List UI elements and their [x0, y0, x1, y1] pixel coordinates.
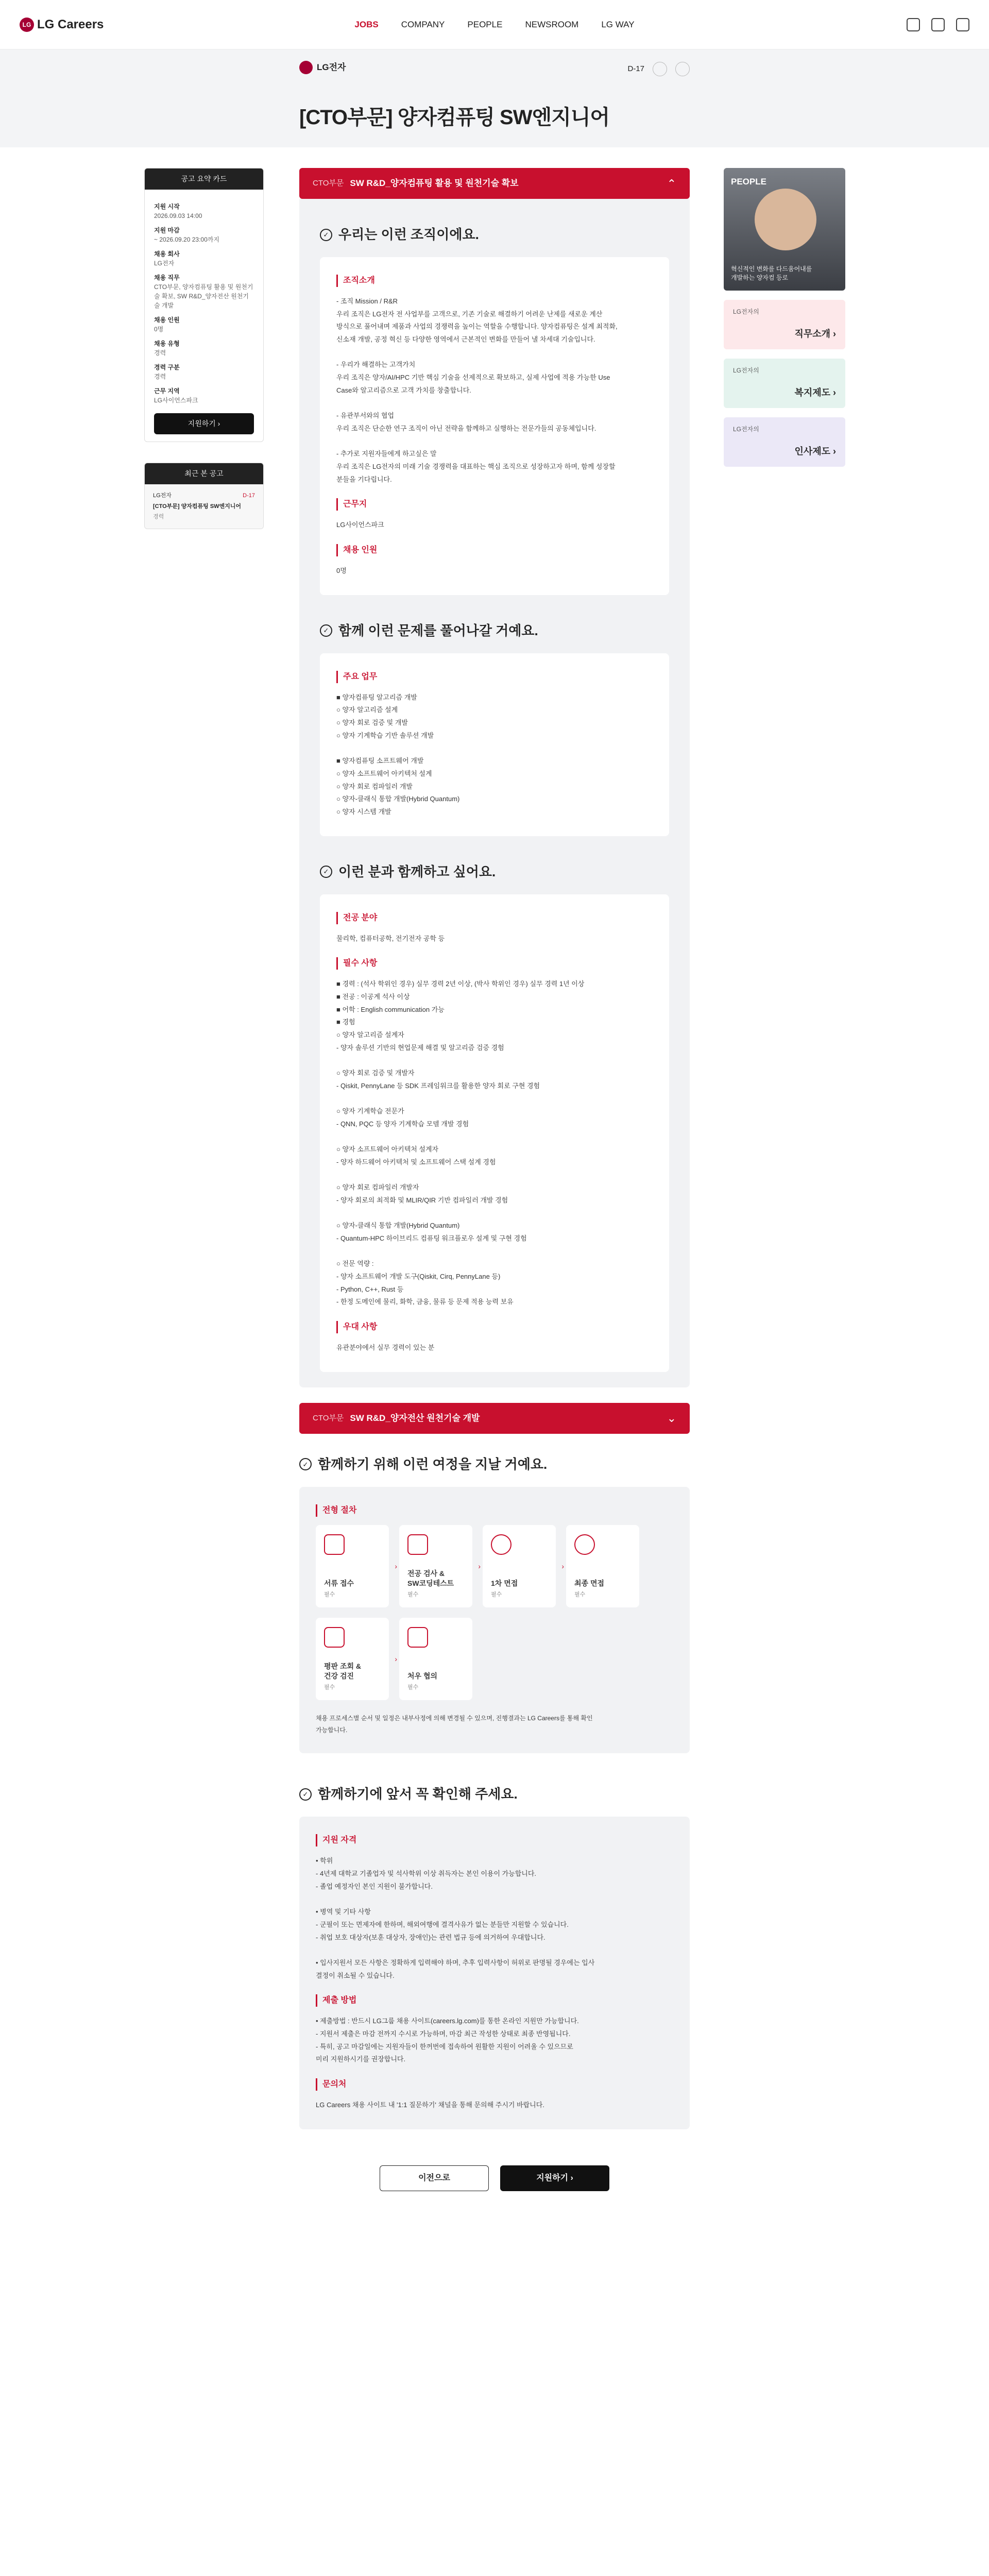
card-heading: 지원 자격 [316, 1834, 673, 1846]
process-step [483, 1525, 564, 1607]
help-icon[interactable] [931, 18, 945, 31]
card-heading: 우대 사항 [336, 1321, 653, 1333]
process-steps [316, 1525, 673, 1700]
apply-button[interactable]: 지원하기 › [154, 413, 254, 434]
section-title-process [299, 1454, 690, 1475]
star-icon[interactable] [675, 62, 690, 76]
nav-jobs[interactable]: JOBS [354, 19, 379, 29]
accordion-title: SW R&D_양자컴퓨팅 활용 및 원천기술 확보 [350, 178, 519, 189]
section-title-org [320, 225, 669, 245]
nav-lgway[interactable]: LG WAY [601, 19, 635, 29]
summary-value: 2026.09.03 14:00 [154, 212, 202, 219]
step-name: 1차 면접 [491, 1579, 518, 1587]
summary-key: 지원 시작 [154, 203, 180, 210]
nav-company[interactable]: COMPANY [401, 19, 445, 29]
section-title-text: 함께하기에 앞서 꼭 확인해 주세요. [318, 1786, 518, 1802]
card-body: ■ 경력 : (석사 학위인 경우) 실무 경력 2년 이상, (박사 학위인 경우) 실무 경력 1년 이상 ■ 전공 : 이공계 석사 이상 ■ 어학 : English communication 가능 ■ 경험 ○ 양자 알고리즘 설계자 - 양자 솔루션 기반의 현업문제 해결 및 알고리즘 검증 경험 ○ 양자 회로 검증 및 개발자 - Qiskit, PennyLane 등 SDK 프레임워크를 활용한 양자 회로 구현 경험 ○ 양자 기계학습 전문가 - QNN, PQC 등 양자 기계학습 모델 개발 경험 ○ 양자 소프트웨어 아키텍처 설계자 - 양자 하드웨어 아키텍처 및 소프트웨어 스택 설계 경험 ○ 양자 회로 컴파일러 개발자 - 양자 회로의 최적화 및 MLIR/QIR 기반 컴파일러 개발 경험 ○ 양자-클래식 통합 개발(Hybrid Quantum) - Quantum-HPC 하이브리드 컴퓨팅 워크플로우 설계 및 구현 경험 ○ 전문 역량 : - 양자 소프트웨어 개발 도구(Qiskit, Cirq, PennyLane 등) - Python, C++, Rust 등 - 한정 도메인에 물리, 화학, 금융, 물류 등 문제 적용 능력 보유 [336, 980, 585, 1306]
bottom-buttons [299, 2165, 690, 2191]
card-heading: 전공 분야 [336, 912, 653, 924]
card-heading: 주요 업무 [336, 671, 653, 683]
company-name: LG전자 [317, 62, 346, 73]
people-label: PEOPLE [731, 177, 766, 187]
card-heading: 채용 인원 [336, 544, 653, 556]
content-layout [0, 147, 989, 2576]
summary-value: CTO부문, 양자컴퓨팅 활용 및 원천기술 확보, SW R&D_양자전산 원천기술 개발 [154, 283, 253, 309]
job-accordion-header[interactable] [299, 168, 690, 199]
step-type: 필수 [324, 1591, 335, 1598]
card-heading: 필수 사항 [336, 957, 653, 970]
nav-people[interactable]: PEOPLE [467, 19, 503, 29]
bookmark-icon[interactable] [907, 18, 920, 31]
summary-key: 채용 회사 [154, 250, 180, 258]
chevron-down-icon: ⌄ [667, 1412, 676, 1425]
process-step [316, 1525, 397, 1607]
section-title-text: 함께하기 위해 이런 여정을 지날 거예요. [318, 1456, 548, 1472]
summary-value: 경력 [154, 373, 166, 380]
right-sidebar [724, 168, 845, 467]
step-type: 필수 [574, 1591, 586, 1598]
welfare-link[interactable] [724, 359, 845, 408]
card-body: LG Careers 채용 사이트 내 '1:1 질문하기' 채널을 통해 문의해 주시기 바랍니다. [316, 2101, 544, 2109]
main-menu [236, 18, 753, 31]
people-caption: 혁신적인 변화를 다드움어내를 개발하는 양자컴 등로 [731, 265, 812, 282]
summary-key: 채용 인원 [154, 316, 180, 324]
summary-key: 근무 지역 [154, 387, 180, 395]
chat-icon [491, 1534, 511, 1555]
process-step [399, 1618, 472, 1700]
section-title-qualifications [320, 862, 669, 882]
card-body: 물리학, 컴퓨터공학, 전기전자 공학 등 [336, 934, 445, 942]
check-circle-icon: ✓ [320, 229, 332, 241]
process-step [316, 1618, 397, 1700]
dday-badge: D-17 [627, 64, 644, 73]
hero-meta [627, 62, 690, 76]
check-circle-icon: ✓ [299, 1788, 312, 1801]
page-title: [CTO부문] 양자컴퓨팅 SW엔지니어 [299, 106, 610, 129]
print-icon[interactable] [653, 62, 667, 76]
summary-value: LG사이언스파크 [154, 397, 198, 404]
chevron-up-icon: ⌃ [667, 177, 676, 190]
step-name: 서류 접수 [324, 1579, 354, 1587]
lg-logo-icon [299, 61, 313, 74]
card-body: 0명 [336, 567, 347, 574]
summary-value: 경력 [154, 349, 166, 357]
recent-jobs [144, 463, 264, 529]
summary-list [145, 190, 263, 442]
summary-value: 0명 [154, 326, 164, 333]
step-type: 필수 [407, 1591, 419, 1598]
section-title-text: 우리는 이런 조직이에요. [338, 227, 479, 242]
step-name: 처우 협의 [407, 1671, 437, 1680]
left-sidebar [144, 168, 264, 529]
summary-card [144, 168, 264, 442]
section-title-notice [299, 1784, 690, 1804]
check-circle-icon: ✓ [299, 1458, 312, 1470]
hr-system-link[interactable] [724, 417, 845, 467]
job-accordion-panel [299, 199, 690, 1387]
recent-item[interactable] [145, 484, 263, 529]
link-sub: LG전자의 [733, 367, 759, 374]
lg-careers-logo[interactable] [20, 15, 236, 34]
card-heading: 문의처 [316, 2078, 673, 2091]
arrow-right-icon: › [561, 1562, 564, 1570]
section-title-text: 함께 이런 문제를 풀어나갈 거예요. [338, 622, 538, 638]
card-heading: 조직소개 [336, 275, 653, 287]
accordion-tag: CTO부문 [313, 178, 344, 188]
accordion-title: SW R&D_양자전산 원천기술 개발 [350, 1413, 480, 1423]
recent-job-type: 경력 [153, 514, 164, 520]
card-body: ■ 양자컴퓨팅 알고리즘 개발 ○ 양자 알고리즘 설계 ○ 양자 회로 검증 및 개발 ○ 양자 기계학습 기반 솔루션 개발 ■ 양자컴퓨팅 소프트웨어 개발 ○ 양자 소프트웨어 아키텍처 설계 ○ 양자 회로 컴파일러 개발 ○ 양자-클래식 통합 개발(Hybrid Quantum) ○ 양자 시스템 개발 [336, 693, 460, 816]
link-label: 인사제도 › [794, 446, 836, 456]
accordion-tag: CTO부문 [313, 1413, 344, 1422]
card-heading: 근무지 [336, 498, 653, 511]
check-circle-icon: ✓ [320, 624, 332, 637]
company-brand [299, 61, 346, 74]
check-circle-icon: ✓ [320, 866, 332, 878]
summary-key: 채용 유형 [154, 340, 180, 347]
summary-key: 지원 마감 [154, 227, 180, 234]
chat-icon [574, 1534, 595, 1555]
step-name: 최종 면접 [574, 1579, 604, 1587]
card-heading: 전형 절차 [316, 1504, 673, 1517]
card-heading: 제출 방법 [316, 1994, 673, 2007]
card-body: • 제출방법 : 반드시 LG그룹 채용 사이트(careers.lg.com)를 통한 온라인 지원만 가능합니다. - 지원서 제출은 마감 전까지 수시로 가능하며, 마감 최근 작성한 상태로 최종 반영됩니다. - 특히, 공고 마감일에는 지원자들이 한꺼번에 접속하여 원활한 지원이 어려울 수 있으므로 미리 지원하시기를 권장합니다. [316, 2017, 579, 2063]
main-content [299, 168, 690, 2191]
header-tools [753, 18, 969, 31]
link-label: 복지제도 › [794, 387, 836, 398]
recent-dday: D-17 [243, 493, 255, 499]
document-icon [324, 1534, 345, 1555]
summary-key: 채용 직무 [154, 274, 180, 281]
global-nav [0, 0, 989, 49]
summary-title: 공고 요약 카드 [145, 168, 263, 190]
summary-value: LG전자 [154, 260, 175, 267]
step-type: 필수 [491, 1591, 502, 1598]
qualifications-card [320, 894, 669, 1372]
step-type: 필수 [324, 1684, 335, 1691]
job-intro-link[interactable] [724, 300, 845, 349]
notice-card [299, 1817, 690, 2129]
recent-company: LG전자 [153, 493, 172, 499]
card-body: • 학위 - 4년제 대학교 기졸업자 및 석사학위 이상 취득자는 본인 이용이 가능합니다. - 졸업 예정자인 본인 지원이 불가합니다. • 병역 및 기타 사항 - 군필이 또는 면제자에 한하며, 해외여행에 결격사유가 없는 분들만 지원할 수 있습니다. - 취업 보호 대상자(보훈 대상자, 장애인)는 관련 법규 등에 의거하여 우대합니다. • 입사지원서 모든 사항은 정확하게 입력해야 하며, 추후 입력사항이 허위로 판명될 경우에는 입사 결정이 취소될 수 있습니다. [316, 1857, 595, 1979]
arrow-right-icon: › [395, 1654, 397, 1663]
process-card [299, 1487, 690, 1754]
logo-text: LG Careers [37, 17, 104, 31]
user-icon[interactable] [956, 18, 969, 31]
step-name: 평판 조회 & 건강 검진 [324, 1662, 361, 1680]
section-title-tasks [320, 621, 669, 641]
step-name: 전공 검사 & SW코딩테스트 [407, 1569, 454, 1587]
arrow-right-icon: › [395, 1562, 397, 1570]
job-accordion-header-2[interactable] [299, 1403, 690, 1434]
summary-key: 경력 구분 [154, 364, 180, 371]
process-note: 채용 프로세스별 순서 및 일정은 내부사정에 의해 변경될 수 있으며, 진행결과는 LG Careers를 통해 확인 가능합니다. [316, 1714, 593, 1734]
pencil-icon [407, 1534, 428, 1555]
person-photo [755, 189, 816, 250]
prev-button[interactable]: 이전으로 [380, 2165, 489, 2191]
card-body: - 조직 Mission / R&R 우리 조직은 LG전자 전 사업부를 고객으로, 기존 기술로 해결하기 어려운 난제를 새로운 계산 방식으로 풀어내며 제품과 사업의 경쟁력을 높이는 역할을 수행합니다. 양자컴퓨팅은 설계 최적화, 신소재 개발, 공정 혁신 등 다양한 영역에서 근본적인 변화를 만들어 낼 차세대 기술입니다. - 우리가 해결하는 고객가치 우리 조직은 양자/AI/HPC 기반 핵심 기술을 선제적으로 확보하고, 실제 사업에 적용 가능한 Use Case와 알고리즘으로 고객 가치를 창출합니다. - 유관부서와의 협업 우리 조직은 단순한 연구 조직이 아닌 전략을 함께하고 실행하는 전문가들의 공동체입니다. - 추가로 지원자들에게 하고싶은 말 우리 조직은 LG전자의 미래 기술 경쟁력을 대표하는 핵심 조직으로 성장하고자 하며, 함께 성장할 분들을 기다립니다. [336, 297, 618, 483]
arrow-right-icon: › [478, 1562, 481, 1570]
card-body: 유관분야에서 실무 경력이 있는 분 [336, 1344, 435, 1352]
card-body: LG사이언스파크 [336, 521, 384, 529]
lg-logo-icon: LG [20, 18, 34, 32]
link-label: 직무소개 › [794, 329, 836, 339]
process-step [399, 1525, 481, 1607]
job-hero [0, 49, 989, 147]
section-title-text: 이런 분과 함께하고 싶어요. [338, 863, 496, 879]
recent-title: 최근 본 공고 [145, 463, 263, 484]
link-sub: LG전자의 [733, 426, 759, 433]
nav-newsroom[interactable]: NEWSROOM [525, 19, 579, 29]
checkmark-icon [407, 1627, 428, 1648]
org-card [320, 257, 669, 595]
health-check-icon [324, 1627, 345, 1648]
recent-job-title: [CTO부문] 양자컴퓨팅 SW엔지니어 [153, 503, 242, 510]
step-type: 필수 [407, 1684, 419, 1691]
apply-button-bottom[interactable]: 지원하기 › [500, 2165, 609, 2191]
summary-value: ~ 2026.09.20 23:00까지 [154, 236, 219, 243]
people-banner[interactable] [724, 168, 845, 291]
process-step [566, 1525, 639, 1607]
tasks-card [320, 653, 669, 836]
link-sub: LG전자의 [733, 308, 759, 315]
